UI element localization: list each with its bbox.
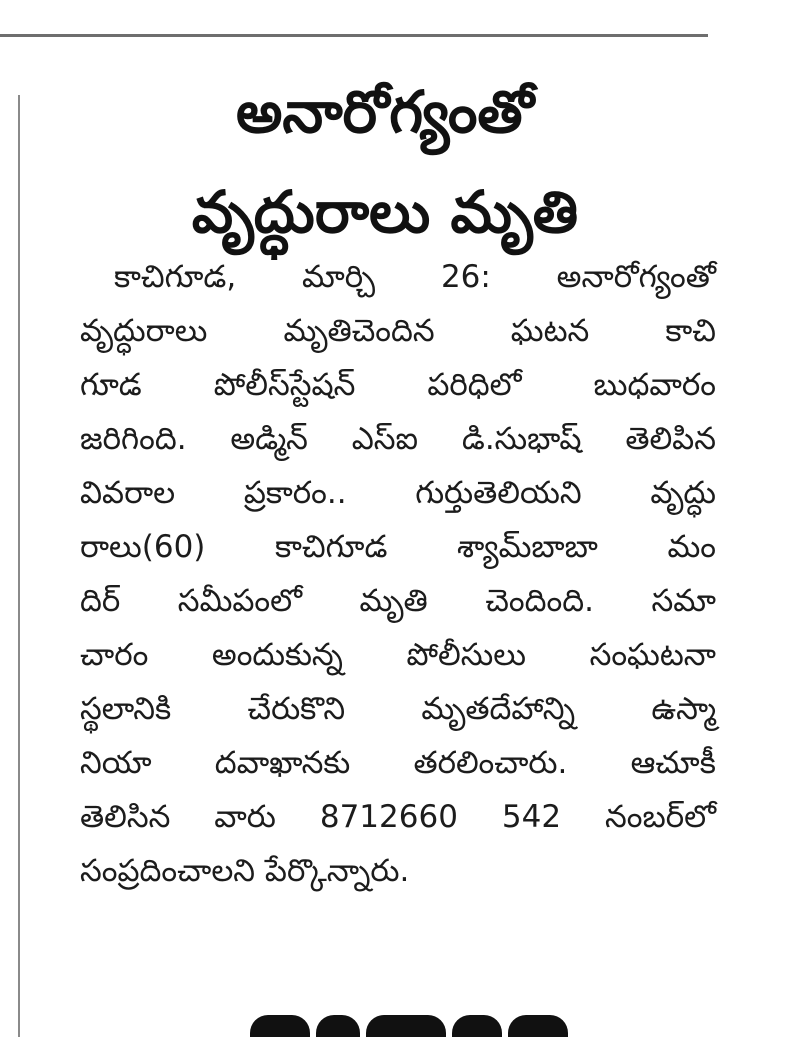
body-line: నియా దవాఖానకు తరలించారు. ఆచూకీ bbox=[80, 745, 716, 781]
body-line: వృద్ధురాలు మృతిచెందిన ఘటన కాచి bbox=[80, 313, 716, 349]
headline-line-1: అనారోగ్యంతో bbox=[235, 78, 535, 146]
body-line: దిర్ సమీపంలో మృతి చెందింది. సమా bbox=[80, 583, 716, 619]
headline-line-2: వృద్ధురాలు మృతి bbox=[191, 178, 579, 246]
body-line: స్థలానికి చేరుకొని మృతదేహాన్ని ఉస్మా bbox=[80, 691, 716, 727]
body-line: తెలిసిన వారు 8712660 542 నంబర్‌లో bbox=[80, 799, 716, 835]
article-body bbox=[80, 250, 716, 898]
body-line: రాలు(60) కాచిగూడ శ్యామ్‌బాబా మం bbox=[80, 529, 716, 565]
body-line: కాచిగూడ, మార్చి 26: అనారోగ్యంతో bbox=[114, 259, 716, 295]
body-line: జరిగింది. అడ్మిన్ ఎస్ఐ డి.సుభాష్ తెలిపిన bbox=[80, 421, 716, 457]
article-headline bbox=[60, 62, 710, 262]
body-line: వివరాల ప్రకారం.. గుర్తుతెలియని వృద్ధు bbox=[80, 475, 716, 511]
previous-article-fragment bbox=[82, 0, 702, 18]
body-line: చారం అందుకున్న పోలీసులు సంఘటనా bbox=[80, 637, 716, 673]
article-top-divider bbox=[0, 34, 708, 37]
body-line: సంప్రదించాలని పేర్కొన్నారు. bbox=[80, 853, 410, 889]
next-article-fragment bbox=[250, 1015, 580, 1037]
column-divider bbox=[18, 95, 20, 1037]
body-line: గూడ పోలీస్‌స్టేషన్ పరిధిలో బుధవారం bbox=[80, 367, 716, 403]
